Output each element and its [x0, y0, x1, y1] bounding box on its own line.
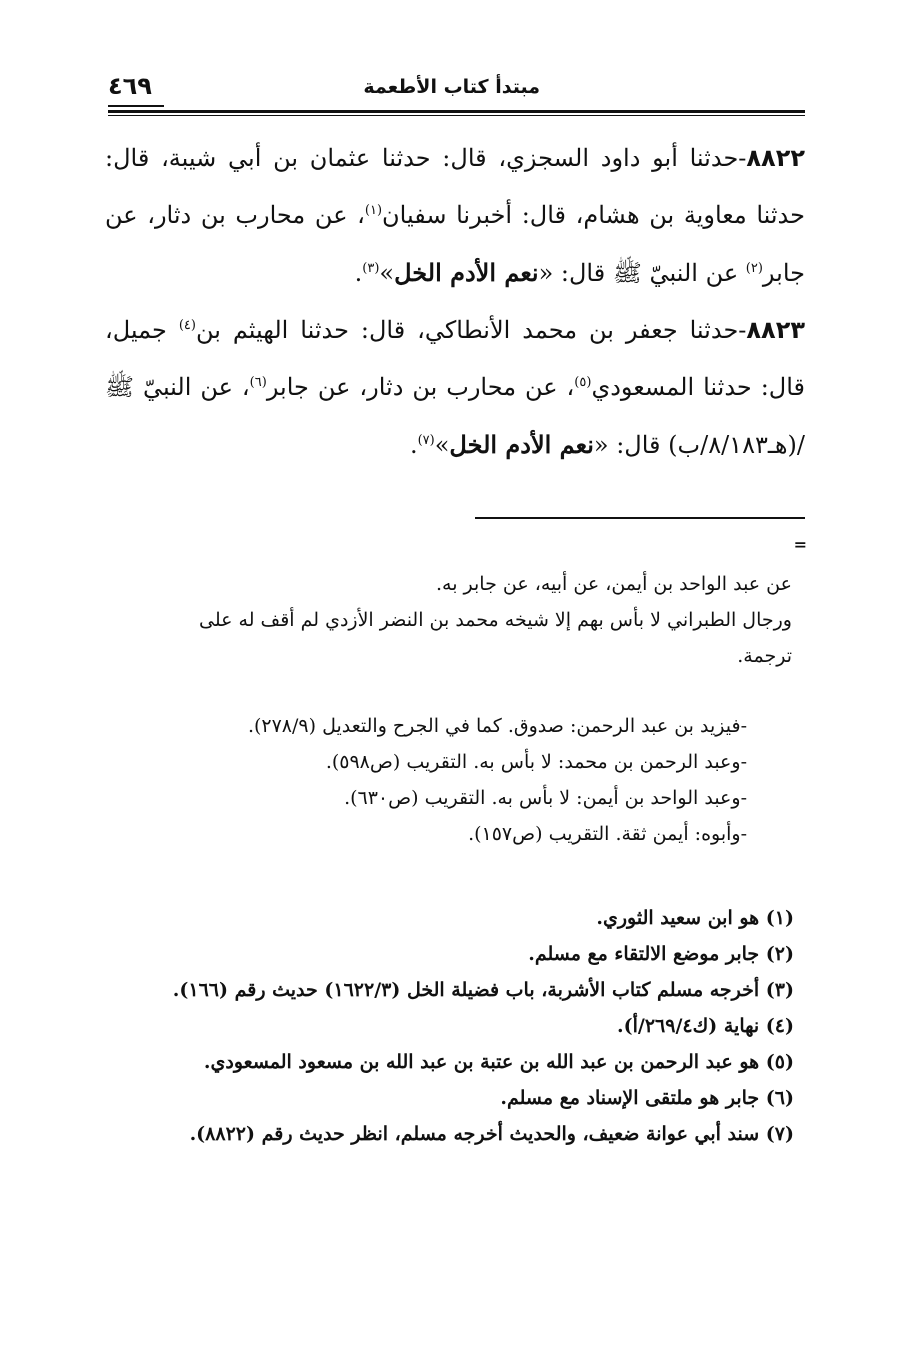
- text-line: »: [434, 431, 450, 459]
- hadith-number: ٨٨٢٣: [746, 316, 805, 344]
- hadith-quote: نعم الأدم الخل: [449, 430, 594, 459]
- text-line: ، عن: [314, 201, 365, 229]
- footnote-4: (٤) نهاية (ك٢٦٩/٤/أ).: [617, 1015, 794, 1037]
- text-line: ، عن محارب بن دثار، عن جابر: [266, 373, 575, 401]
- text-line: .: [409, 431, 418, 459]
- continuation-line: ورجال الطبراني لا بأس بهم إلا شيخه محمد بن النضر الأزدي لم أقف له على: [199, 609, 792, 631]
- hadith-number: ٨٨٢٢: [746, 144, 805, 172]
- continuation-line: ترجمة.: [737, 645, 792, 667]
- continuation-marker: =: [793, 535, 807, 554]
- narrator-grading-list: [100, 708, 747, 852]
- text-line: محارب بن دثار، عن جابر: [105, 201, 805, 287]
- footnote-2: (٢) جابر موضع الالتقاء مع مسلم.: [528, 943, 794, 965]
- footnotes: [100, 900, 794, 1152]
- footnote-ref[interactable]: (٢): [745, 261, 763, 276]
- footnote-1: (١) هو ابن سعيد الثوري.: [596, 907, 794, 929]
- list-item: -فيزيد بن عبد الرحمن: صدوق. كما في الجرح والتعديل (٢٧٨/٩).: [247, 715, 747, 737]
- text-line: جميل، قال: حدثنا المسعودي: [105, 316, 806, 401]
- list-item: -وعبد الرحمن بن محمد: لا بأس به. التقريب (ص٥٩٨).: [325, 751, 747, 773]
- footnote-ref[interactable]: (٥): [574, 375, 592, 390]
- text-line: عن النبيّ ﷺ قال: «: [538, 259, 746, 287]
- hadith-8823: [105, 302, 805, 474]
- footnote-ref[interactable]: (٧): [417, 433, 435, 448]
- header-rule-thin: [108, 115, 805, 116]
- footnote-separator: [475, 517, 805, 519]
- footnote-7: (٧) سند أبي عوانة ضعيف، والحديث أخرجه مسلم، انظر حديث رقم (٨٨٢٢).: [189, 1123, 794, 1145]
- header-rule: [108, 110, 805, 113]
- footnote-ref[interactable]: (١): [364, 203, 383, 218]
- text-line: -حدثنا أبو داود السجزي، قال: حدثنا عثمان بن أبي شيبة،: [161, 144, 747, 172]
- page-number: ٤٦٩: [108, 72, 152, 100]
- text-line: .: [354, 259, 363, 287]
- text-line: ، عن: [200, 373, 250, 401]
- footnote-6: (٦) جابر هو ملتقى الإسناد مع مسلم.: [500, 1087, 794, 1109]
- footnote-ref[interactable]: (٦): [249, 375, 267, 390]
- main-text: [105, 130, 805, 474]
- footnote-3: (٣) أخرجه مسلم كتاب الأشربة، باب فضيلة الخل (١٦٢٢/٣) حديث رقم (١٦٦).: [172, 979, 794, 1001]
- continuation-line: عن عبد الواحد بن أيمن، عن أبيه، عن جابر به.: [435, 573, 792, 595]
- text-line: النبيّ ﷺ /(هـ٨/١٨٣/ب) قال: «: [105, 373, 805, 459]
- hadith-8822: [105, 130, 805, 302]
- text-line: قال: حدثنا معاوية بن هشام، قال: أخبرنا سفيان: [105, 144, 805, 229]
- footnote-ref[interactable]: (٣): [362, 261, 380, 276]
- text-line: -حدثنا جعفر بن محمد الأنطاكي، قال: حدثنا الهيثم بن: [195, 316, 747, 344]
- running-header: [108, 72, 805, 108]
- page-number-underline: [108, 105, 164, 107]
- list-item: -وأبوه: أيمن ثقة. التقريب (ص١٥٧).: [468, 823, 747, 845]
- list-item: -وعبد الواحد بن أيمن: لا بأس به. التقريب (ص٦٣٠).: [344, 787, 747, 809]
- footnote-5: (٥) هو عبد الرحمن بن عبد الله بن عتبة بن عبد الله بن مسعود المسعودي.: [203, 1051, 794, 1073]
- hadith-quote: نعم الأدم الخل: [394, 258, 539, 287]
- footnote-ref[interactable]: (٤): [178, 318, 196, 333]
- text-line: »: [379, 259, 395, 287]
- chapter-title: مبتدأ كتاب الأطعمة: [363, 76, 540, 98]
- footnote-continuation: [100, 566, 792, 674]
